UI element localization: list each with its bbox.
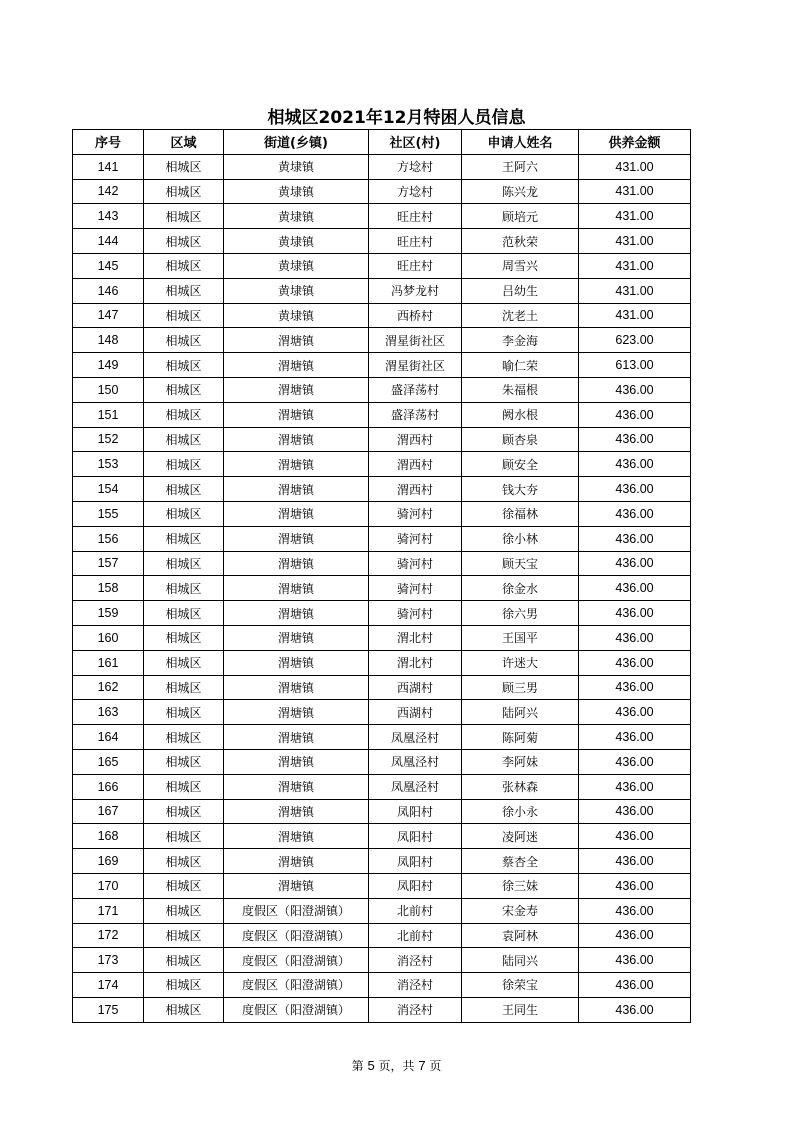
cell-amount: 436.00: [579, 675, 691, 700]
column-header-amount: 供养金额: [579, 130, 691, 155]
cell-applicant: 顾三男: [462, 675, 579, 700]
cell-community: 凤凰泾村: [369, 749, 462, 774]
cell-applicant: 顾天宝: [462, 551, 579, 576]
cell-applicant: 陆同兴: [462, 948, 579, 973]
cell-amount: 436.00: [579, 650, 691, 675]
cell-district: 相城区: [144, 278, 224, 303]
cell-amount: 436.00: [579, 973, 691, 998]
table-row: [73, 799, 691, 824]
cell-community: 北前村: [369, 923, 462, 948]
cell-index: 146: [73, 278, 144, 303]
cell-index: 174: [73, 973, 144, 998]
table-row: [73, 601, 691, 626]
cell-amount: 436.00: [579, 824, 691, 849]
cell-applicant: 王同生: [462, 997, 579, 1022]
table-row: [73, 824, 691, 849]
cell-index: 171: [73, 898, 144, 923]
cell-applicant: 徐荣宝: [462, 973, 579, 998]
cell-index: 150: [73, 377, 144, 402]
cell-applicant: 朱福根: [462, 377, 579, 402]
cell-amount: 431.00: [579, 204, 691, 229]
cell-applicant: 王国平: [462, 625, 579, 650]
cell-district: 相城区: [144, 774, 224, 799]
cell-amount: 436.00: [579, 501, 691, 526]
footer-prefix: 第: [351, 1059, 368, 1073]
table-row: [73, 551, 691, 576]
cell-amount: 436.00: [579, 923, 691, 948]
cell-amount: 436.00: [579, 725, 691, 750]
cell-district: 相城区: [144, 526, 224, 551]
cell-community: 消泾村: [369, 973, 462, 998]
table-row: [73, 179, 691, 204]
cell-applicant: 范秋荣: [462, 229, 579, 254]
cell-district: 相城区: [144, 253, 224, 278]
cell-community: 凤阳村: [369, 849, 462, 874]
table-row: [73, 873, 691, 898]
cell-district: 相城区: [144, 501, 224, 526]
cell-community: 凤阳村: [369, 873, 462, 898]
cell-index: 145: [73, 253, 144, 278]
cell-district: 相城区: [144, 898, 224, 923]
cell-index: 155: [73, 501, 144, 526]
cell-index: 148: [73, 328, 144, 353]
cell-amount: 436.00: [579, 997, 691, 1022]
cell-index: 163: [73, 700, 144, 725]
cell-community: 西湖村: [369, 675, 462, 700]
cell-street: 渭塘镇: [224, 328, 369, 353]
cell-applicant: 张林森: [462, 774, 579, 799]
table-row: [73, 501, 691, 526]
table-row: [73, 576, 691, 601]
cell-amount: 436.00: [579, 948, 691, 973]
cell-applicant: 徐小永: [462, 799, 579, 824]
table-row: [73, 625, 691, 650]
cell-community: 骑河村: [369, 601, 462, 626]
cell-street: 度假区（阳澄湖镇）: [224, 948, 369, 973]
cell-applicant: 徐六男: [462, 601, 579, 626]
cell-community: 北前村: [369, 898, 462, 923]
cell-applicant: 许迷大: [462, 650, 579, 675]
cell-community: 旺庄村: [369, 253, 462, 278]
cell-street: 渭塘镇: [224, 749, 369, 774]
cell-index: 167: [73, 799, 144, 824]
cell-street: 渭塘镇: [224, 427, 369, 452]
cell-amount: 436.00: [579, 898, 691, 923]
cell-applicant: 徐小林: [462, 526, 579, 551]
cell-applicant: 李金海: [462, 328, 579, 353]
cell-index: 141: [73, 154, 144, 179]
cell-amount: 436.00: [579, 774, 691, 799]
cell-district: 相城区: [144, 749, 224, 774]
cell-community: 方埝村: [369, 179, 462, 204]
cell-community: 凤凰泾村: [369, 725, 462, 750]
table-body: [73, 154, 691, 1022]
cell-street: 渭塘镇: [224, 501, 369, 526]
cell-applicant: 宋金寿: [462, 898, 579, 923]
table-row: [73, 477, 691, 502]
cell-amount: 436.00: [579, 477, 691, 502]
cell-community: 渭星街社区: [369, 328, 462, 353]
cell-street: 度假区（阳澄湖镇）: [224, 973, 369, 998]
cell-district: 相城区: [144, 377, 224, 402]
table-row: [73, 923, 691, 948]
cell-street: 渭塘镇: [224, 675, 369, 700]
cell-district: 相城区: [144, 973, 224, 998]
cell-community: 骑河村: [369, 551, 462, 576]
cell-district: 相城区: [144, 402, 224, 427]
table-row: [73, 675, 691, 700]
page-title: 相城区2021年12月特困人员信息: [267, 108, 526, 128]
cell-amount: 436.00: [579, 576, 691, 601]
cell-street: 渭塘镇: [224, 824, 369, 849]
cell-community: 旺庄村: [369, 204, 462, 229]
cell-district: 相城区: [144, 675, 224, 700]
cell-street: 渭塘镇: [224, 377, 369, 402]
column-header-community: 社区(村): [369, 130, 462, 155]
table-row: [73, 154, 691, 179]
cell-community: 骑河村: [369, 576, 462, 601]
table-row: [73, 229, 691, 254]
cell-district: 相城区: [144, 328, 224, 353]
cell-applicant: 陈兴龙: [462, 179, 579, 204]
table-row: [73, 253, 691, 278]
table-row: [73, 526, 691, 551]
cell-amount: 623.00: [579, 328, 691, 353]
cell-community: 消泾村: [369, 997, 462, 1022]
cell-community: 渭西村: [369, 427, 462, 452]
cell-street: 黄埭镇: [224, 204, 369, 229]
cell-applicant: 周雪兴: [462, 253, 579, 278]
cell-street: 渭塘镇: [224, 774, 369, 799]
cell-index: 154: [73, 477, 144, 502]
cell-community: 渭西村: [369, 452, 462, 477]
cell-index: 169: [73, 849, 144, 874]
table-row: [73, 452, 691, 477]
table-row: [73, 700, 691, 725]
cell-index: 170: [73, 873, 144, 898]
table-row: [73, 749, 691, 774]
cell-street: 黄埭镇: [224, 179, 369, 204]
table-row: [73, 725, 691, 750]
cell-street: 渭塘镇: [224, 353, 369, 378]
table-row: [73, 204, 691, 229]
cell-applicant: 袁阿林: [462, 923, 579, 948]
cell-district: 相城区: [144, 997, 224, 1022]
table-header-row: [73, 130, 691, 155]
cell-district: 相城区: [144, 725, 224, 750]
cell-community: 渭西村: [369, 477, 462, 502]
cell-amount: 613.00: [579, 353, 691, 378]
cell-street: 黄埭镇: [224, 154, 369, 179]
cell-district: 相城区: [144, 948, 224, 973]
cell-applicant: 徐金水: [462, 576, 579, 601]
cell-index: 158: [73, 576, 144, 601]
table-row: [73, 278, 691, 303]
cell-street: 渭塘镇: [224, 700, 369, 725]
cell-street: 渭塘镇: [224, 650, 369, 675]
cell-applicant: 蔡杏全: [462, 849, 579, 874]
cell-amount: 431.00: [579, 278, 691, 303]
cell-district: 相城区: [144, 452, 224, 477]
cell-index: 151: [73, 402, 144, 427]
cell-district: 相城区: [144, 849, 224, 874]
cell-district: 相城区: [144, 353, 224, 378]
data-table: [72, 129, 691, 1023]
table-row: [73, 402, 691, 427]
cell-applicant: 顾培元: [462, 204, 579, 229]
cell-street: 渭塘镇: [224, 452, 369, 477]
cell-amount: 436.00: [579, 625, 691, 650]
footer-suffix: 页: [425, 1059, 442, 1073]
cell-street: 度假区（阳澄湖镇）: [224, 898, 369, 923]
cell-district: 相城区: [144, 229, 224, 254]
cell-community: 凤阳村: [369, 824, 462, 849]
cell-amount: 431.00: [579, 253, 691, 278]
cell-amount: 436.00: [579, 873, 691, 898]
cell-applicant: 徐福林: [462, 501, 579, 526]
cell-amount: 436.00: [579, 551, 691, 576]
footer-page-total: 7: [418, 1058, 426, 1073]
cell-amount: 431.00: [579, 303, 691, 328]
table-row: [73, 303, 691, 328]
cell-district: 相城区: [144, 477, 224, 502]
cell-applicant: 徐三妹: [462, 873, 579, 898]
cell-applicant: 吕幼生: [462, 278, 579, 303]
table-row: [73, 328, 691, 353]
cell-street: 渭塘镇: [224, 601, 369, 626]
column-header-applicant: 申请人姓名: [462, 130, 579, 155]
cell-index: 164: [73, 725, 144, 750]
cell-index: 160: [73, 625, 144, 650]
table-row: [73, 377, 691, 402]
cell-applicant: 顾安全: [462, 452, 579, 477]
cell-district: 相城区: [144, 824, 224, 849]
cell-index: 172: [73, 923, 144, 948]
page-footer: [0, 1057, 793, 1074]
cell-community: 消泾村: [369, 948, 462, 973]
column-header-index: 序号: [73, 130, 144, 155]
cell-district: 相城区: [144, 551, 224, 576]
table-row: [73, 849, 691, 874]
table-row: [73, 997, 691, 1022]
cell-street: 渭塘镇: [224, 725, 369, 750]
cell-index: 175: [73, 997, 144, 1022]
cell-applicant: 凌阿迷: [462, 824, 579, 849]
cell-community: 西湖村: [369, 700, 462, 725]
table-row: [73, 774, 691, 799]
cell-district: 相城区: [144, 179, 224, 204]
cell-index: 161: [73, 650, 144, 675]
cell-community: 冯梦龙村: [369, 278, 462, 303]
cell-index: 157: [73, 551, 144, 576]
cell-community: 盛泽荡村: [369, 402, 462, 427]
cell-district: 相城区: [144, 700, 224, 725]
cell-applicant: 陈阿菊: [462, 725, 579, 750]
cell-index: 147: [73, 303, 144, 328]
cell-district: 相城区: [144, 650, 224, 675]
cell-applicant: 李阿妹: [462, 749, 579, 774]
column-header-street: 街道(乡镇): [224, 130, 369, 155]
cell-street: 黄埭镇: [224, 229, 369, 254]
cell-street: 黄埭镇: [224, 278, 369, 303]
cell-index: 152: [73, 427, 144, 452]
cell-applicant: 王阿六: [462, 154, 579, 179]
cell-street: 度假区（阳澄湖镇）: [224, 997, 369, 1022]
cell-amount: 436.00: [579, 452, 691, 477]
cell-street: 黄埭镇: [224, 303, 369, 328]
table-row: [73, 898, 691, 923]
table-row: [73, 427, 691, 452]
cell-index: 159: [73, 601, 144, 626]
cell-index: 144: [73, 229, 144, 254]
cell-street: 渭塘镇: [224, 873, 369, 898]
cell-community: 渭北村: [369, 625, 462, 650]
footer-page-number: 5: [367, 1058, 375, 1073]
cell-index: 165: [73, 749, 144, 774]
cell-index: 173: [73, 948, 144, 973]
cell-applicant: 喻仁荣: [462, 353, 579, 378]
cell-district: 相城区: [144, 601, 224, 626]
cell-index: 166: [73, 774, 144, 799]
table-row: [73, 353, 691, 378]
cell-amount: 436.00: [579, 427, 691, 452]
table-row: [73, 948, 691, 973]
cell-applicant: 陆阿兴: [462, 700, 579, 725]
cell-street: 渭塘镇: [224, 402, 369, 427]
cell-street: 渭塘镇: [224, 625, 369, 650]
cell-applicant: 顾杏泉: [462, 427, 579, 452]
cell-community: 方埝村: [369, 154, 462, 179]
cell-district: 相城区: [144, 303, 224, 328]
cell-community: 骑河村: [369, 501, 462, 526]
table-row: [73, 973, 691, 998]
cell-index: 156: [73, 526, 144, 551]
cell-index: 162: [73, 675, 144, 700]
cell-street: 渭塘镇: [224, 849, 369, 874]
cell-district: 相城区: [144, 625, 224, 650]
cell-amount: 436.00: [579, 700, 691, 725]
cell-community: 盛泽荡村: [369, 377, 462, 402]
cell-index: 142: [73, 179, 144, 204]
cell-district: 相城区: [144, 204, 224, 229]
cell-district: 相城区: [144, 154, 224, 179]
cell-amount: 436.00: [579, 849, 691, 874]
cell-community: 骑河村: [369, 526, 462, 551]
cell-street: 渭塘镇: [224, 477, 369, 502]
cell-community: 旺庄村: [369, 229, 462, 254]
cell-amount: 436.00: [579, 377, 691, 402]
cell-amount: 436.00: [579, 799, 691, 824]
cell-street: 渭塘镇: [224, 799, 369, 824]
cell-street: 度假区（阳澄湖镇）: [224, 923, 369, 948]
cell-amount: 431.00: [579, 179, 691, 204]
cell-amount: 431.00: [579, 229, 691, 254]
cell-applicant: 沈老土: [462, 303, 579, 328]
cell-community: 西桥村: [369, 303, 462, 328]
column-header-district: 区域: [144, 130, 224, 155]
cell-community: 渭北村: [369, 650, 462, 675]
cell-index: 149: [73, 353, 144, 378]
table-row: [73, 650, 691, 675]
cell-district: 相城区: [144, 576, 224, 601]
cell-amount: 436.00: [579, 749, 691, 774]
cell-district: 相城区: [144, 923, 224, 948]
cell-district: 相城区: [144, 873, 224, 898]
cell-street: 渭塘镇: [224, 526, 369, 551]
footer-middle: 页，共: [374, 1059, 419, 1073]
cell-street: 渭塘镇: [224, 576, 369, 601]
cell-amount: 436.00: [579, 601, 691, 626]
cell-amount: 436.00: [579, 402, 691, 427]
cell-amount: 436.00: [579, 526, 691, 551]
cell-index: 153: [73, 452, 144, 477]
cell-community: 凤凰泾村: [369, 774, 462, 799]
cell-applicant: 阙水根: [462, 402, 579, 427]
cell-street: 黄埭镇: [224, 253, 369, 278]
cell-index: 168: [73, 824, 144, 849]
cell-community: 渭星街社区: [369, 353, 462, 378]
cell-district: 相城区: [144, 799, 224, 824]
cell-index: 143: [73, 204, 144, 229]
cell-community: 凤阳村: [369, 799, 462, 824]
cell-amount: 431.00: [579, 154, 691, 179]
cell-street: 渭塘镇: [224, 551, 369, 576]
cell-district: 相城区: [144, 427, 224, 452]
cell-applicant: 钱大夯: [462, 477, 579, 502]
